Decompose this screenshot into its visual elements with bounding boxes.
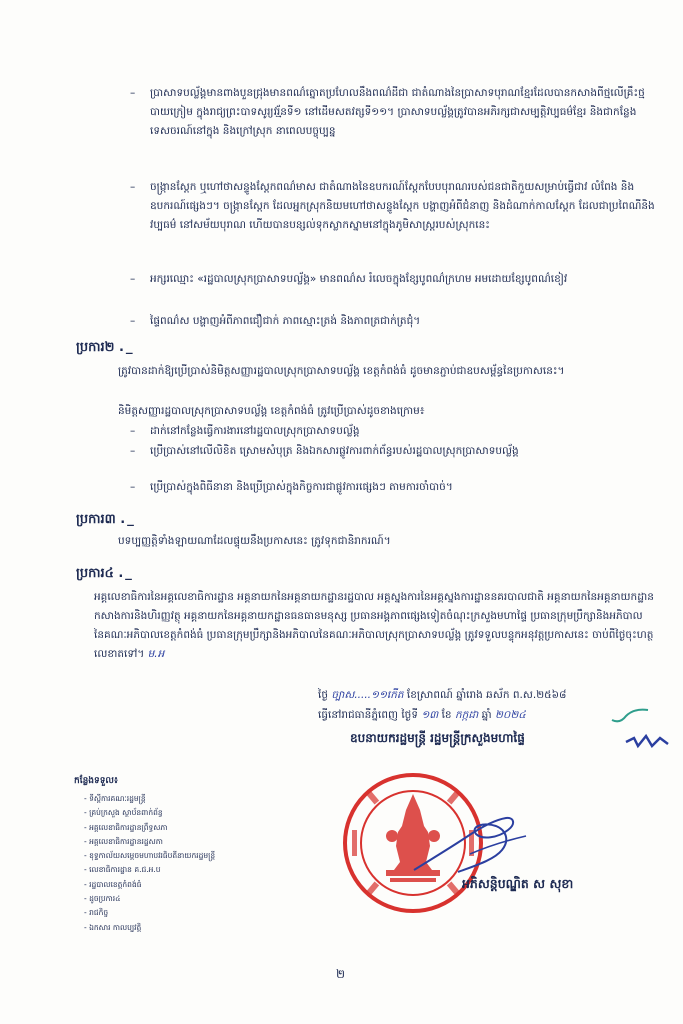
signer-name: អភិសន្តិបណ្ឌិត ស សុខា (462, 876, 574, 891)
recipient-item: - លេខាធិការដ្ឋាន គ.ជ.អ.ប (84, 865, 161, 875)
handwritten-mark (624, 732, 674, 752)
recipient-item: - រាជកិច្ច (84, 908, 109, 918)
recipients-title: កន្លែងទទួល៖ (74, 776, 118, 786)
article-2-item: – ដាក់នៅកន្លែងធ្វើការងារនៅរដ្ឋបាលស្រុកប្រាសាទបល្ល័ង្គ (130, 425, 360, 437)
bullet-white-background: – ផ្ទៃពណ៌ស បង្ហាញអំពីភាពជឿជាក់ ភាពស្មោះត្រង់ និងភាពត្រជាក់ត្រជុំ។ (130, 315, 421, 327)
article-4-text: អគ្គលេខាធិការនៃអគ្គលេខាធិការដ្ឋាន អគ្គនាយកនៃអគ្គនាយកដ្ឋានរដ្ឋបាល អគ្គស្នងការនៃអគ្គស្នងការដ្ឋាននគរបាលជាតិ អគ្គនាយកនៃអគ្គនាយកដ្ឋានកសាងការនិងហិរញ្ញវត្ថុ អគ្គនាយកនៃអគ្គនាយកដ្ឋានធនធានមនុស្ស ប្រធានអង្គភាពផ្សេងទៀតចំណុះក្រសួងមហាផ្ទៃ ប្រធានក្រុមប្រឹក្សានិងអភិបាលនៃគណៈអភិបាលខេត្តកំពង់ធំ ប្រធានក្រុមប្រឹក្សានិងអភិបាលនៃគណៈអភិបាលស្រុកប្រាសាទបល្ល័ង្គ ត្រូវទទួលបន្ទុកអនុវត្តប្រកាសនេះ ចាប់ពីថ្ងៃចុះហត្ថលេខាតទៅ។ ម.អ (94, 591, 654, 660)
recipient-item: - អគ្គលេខាធិការដ្ឋានព្រឹទ្ធសភា (84, 822, 168, 832)
solar-date-line: ធ្វើនៅរាជធានីភ្នំពេញ ថ្ងៃទី ១៣ ខែ កក្កដា ឆ្នាំ ២០២៤ (318, 709, 526, 721)
recipients-list (84, 792, 324, 935)
article-2-item: – ប្រើប្រាស់នៅលើលិខិត ស្រោមសំបុត្រ និងឯកសារផ្លូវការពាក់ព័ន្ធរបស់រដ្ឋបាលស្រុកប្រាសាទបល្ល័ង្គ (130, 445, 519, 457)
handwritten-signature (410, 810, 530, 880)
signer-title: ឧបនាយករដ្ឋមន្ត្រី រដ្ឋមន្ត្រីក្រសួងមហាផ្ទៃ (350, 731, 525, 745)
article-4-heading: ប្រការ៤ . _ (76, 566, 132, 581)
lunar-date-line: ថ្ងៃ ច្បាស.....១១កើត ខែស្រាពណ៍ ឆ្នាំរោង ឆស័ក ព.ស.២៥៦៨ (318, 689, 567, 701)
page-number: ២ (336, 967, 346, 981)
recipient-item: - អគ្គលេខាធិការដ្ឋានរដ្ឋសភា (84, 836, 163, 846)
article-3-heading: ប្រការ៣ . _ (76, 512, 134, 527)
recipient-item: - គ្រប់ក្រសួង ស្ថាប័នពាក់ព័ន្ធ (84, 808, 163, 818)
article-3-text: បទប្បញ្ញត្តិទាំងឡាយណាដែលផ្ទុយនឹងប្រកាសនេះ ត្រូវទុកជានិរាករណ៍។ (118, 535, 391, 547)
handwritten-initials: ម.អ (147, 648, 165, 660)
recipient-item: - ឯកសារ កាលប្បវត្តិ (84, 922, 142, 932)
checkmark-stroke (610, 706, 650, 726)
bullet-name-text-description: – អក្សរឈ្មោះ «រដ្ឋបាលស្រុកប្រាសាទបល្ល័ង្គ» មានពណ៌ស រំលេចក្នុងខ្សែបូពណ៌ក្រហម អមដោយខ្សែបូពណ៌ខៀវ (130, 273, 568, 285)
article-2-intro: ត្រូវបានដាក់ឱ្យប្រើប្រាស់និមិត្តសញ្ញារដ្ឋបាលស្រុកប្រាសាទបល្ល័ង្គ ខេត្តកំពង់ធំ ដូចមានភ្ជាប់ជាឧបសម្ព័ន្ធនៃប្រកាសនេះ។ (118, 365, 565, 377)
article-2-lead: និមិត្តសញ្ញារដ្ឋបាលស្រុកប្រាសាទបល្ល័ង្គ ខេត្តកំពង់ធំ ត្រូវប្រើប្រាស់ដូចខាងក្រោម៖ (118, 405, 425, 417)
bullet-forge-description: – ចង្ក្រានស្ដែក ឬហៅថាសន្ទូងស្ដែកពណ៌មាស ជាតំណាងនៃឧបករណ៍ស្ដែកបែបបុរាណរបស់ជនជាតិកួយសម្រាប់ធ្វើជាវ លំពែង និងឧបករណ៍ផ្សេងៗ។ ចង្ក្រានស្ដែក ដែលអ្នកស្រុកនិយមហៅថាសន្ទូងស្ដែក បង្ហាញអំពីជំនាញ និងដំណាក់កាលស្ដែក ដែលជាប្រពៃណីនិងវប្បធម៌ នៅសម័យបុរាណ ហើយបានបន្សល់ទុកស្លាកស្នាមនៅក្នុងភូមិសាស្ត្ររបស់ស្រុកនេះ (130, 181, 655, 231)
recipient-item: - រដ្ឋបាលខេត្តកំពង់ធំ (84, 879, 142, 889)
recipient-item: - ខុទ្ទកាល័យសម្ដេចមហាបវរធិបតីនាយករដ្ឋមន្ត្រី (84, 851, 216, 861)
recipient-item: - ដូចប្រការ៤ (84, 894, 121, 904)
recipient-item: - ទីស្ដីការគណៈរដ្ឋមន្ត្រី (84, 794, 146, 803)
article-2-item: – ប្រើប្រាស់ក្នុងពិធីនានា និងប្រើប្រាស់ក្នុងកិច្ចការជាផ្លូវការផ្សេងៗ តាមការចាំបាច់។ (130, 481, 453, 493)
article-2-heading: ប្រការ២ . _ (76, 340, 133, 355)
bullet-castle-description: – ប្រាសាទបល្ល័ង្គមានពាងបួនជ្រុងមានពណ៌ត្នោតប្រហែលនឹងពណ៌ដីជា ជាតំណាងនៃប្រាសាទបុរាណខ្មែរដែលបានកសាងពីថ្មលើគ្រឹះថ្មបាយក្រៀម ក្នុងរាជ្យព្រះបាទសូរ្យវរ្ម័នទី១ នៅដើមសតវត្សទី១១។ ប្រាសាទបល្ល័ង្គត្រូវបានអភិរក្សជាសម្បត្តិវប្បធម៌ខ្មែរ និងជាកន្លែងទេសចរណ៍នៅក្នុង និងក្រៅស្រុក នាពេលបច្ចុប្បន្ន (130, 87, 645, 137)
